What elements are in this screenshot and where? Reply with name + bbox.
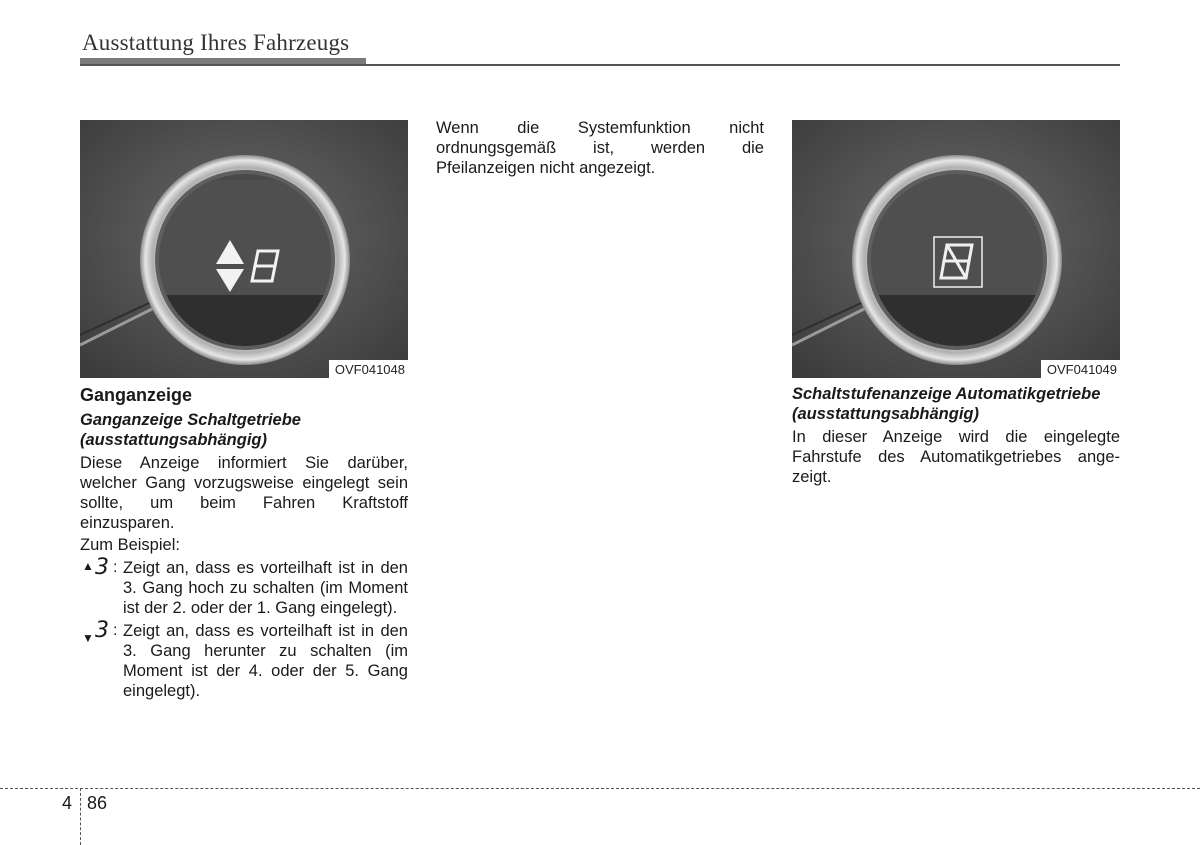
chapter-number: 4 — [62, 793, 73, 813]
gauge-illustration — [792, 120, 1120, 378]
gear-number: 3 — [95, 618, 109, 643]
downshift-symbol — [80, 618, 118, 645]
intro-paragraph: Diese Anzeige informiert Sie darüber, welcher Gang vorzugsweise eingelegt sein sollte, um beim Fahren Kraftstoff einzusparen. — [80, 454, 408, 532]
up-arrow-icon: ▲ — [82, 559, 94, 573]
section-subheading: Ganganzeige Schaltgetriebe (ausstattungsabhängig) — [80, 411, 301, 449]
figure-gear-indicator-automatic — [792, 120, 1120, 378]
right-paragraph: In dieser Anzeige wird die eingelegte Fahrstufe des Automatikgetriebes ange-zeigt. — [792, 428, 1120, 486]
running-header: Ausstattung Ihres Fahrzeugs — [82, 30, 350, 55]
right-column — [792, 384, 1120, 487]
page-number: 86 — [87, 793, 108, 813]
down-arrow-icon: ▼ — [82, 631, 94, 645]
middle-column — [436, 118, 764, 178]
figure-code: OVF041048 — [329, 360, 408, 378]
section-subheading: Schaltstufenanzeige Automatikgetriebe (ausstattungsabhängig) — [792, 385, 1101, 423]
gear-number: 3 — [95, 555, 109, 580]
figure-code: OVF041049 — [1041, 360, 1120, 378]
list-item-upshift — [80, 555, 408, 618]
item-text: Zeigt an, dass es vorteilhaft ist in den 3. Gang herunter zu schalten (im Moment ist der 4. oder der 5. Gang eingelegt). — [123, 622, 408, 700]
list-item-downshift — [80, 618, 408, 701]
item-text: Zeigt an, dass es vorteilhaft ist in den 3. Gang hoch zu schalten (im Moment ist der 2. oder der 1. Gang eingelegt). — [123, 559, 408, 617]
middle-paragraph: Wenn die Systemfunktion nicht ordnungsgemäß ist, werden die Pfeilanzeigen nicht angezeigt. — [436, 119, 764, 177]
figure-gear-indicator-manual — [80, 120, 408, 378]
footer-divider — [80, 788, 81, 845]
left-column — [80, 385, 408, 701]
section-heading: Ganganzeige — [80, 385, 193, 405]
upshift-symbol — [80, 555, 118, 580]
gauge-illustration — [80, 120, 408, 378]
header-rule — [80, 64, 1120, 66]
example-label: Zum Beispiel: — [80, 536, 180, 554]
colon: : — [113, 622, 118, 639]
footer-rule — [0, 788, 1200, 789]
colon: : — [113, 559, 118, 576]
